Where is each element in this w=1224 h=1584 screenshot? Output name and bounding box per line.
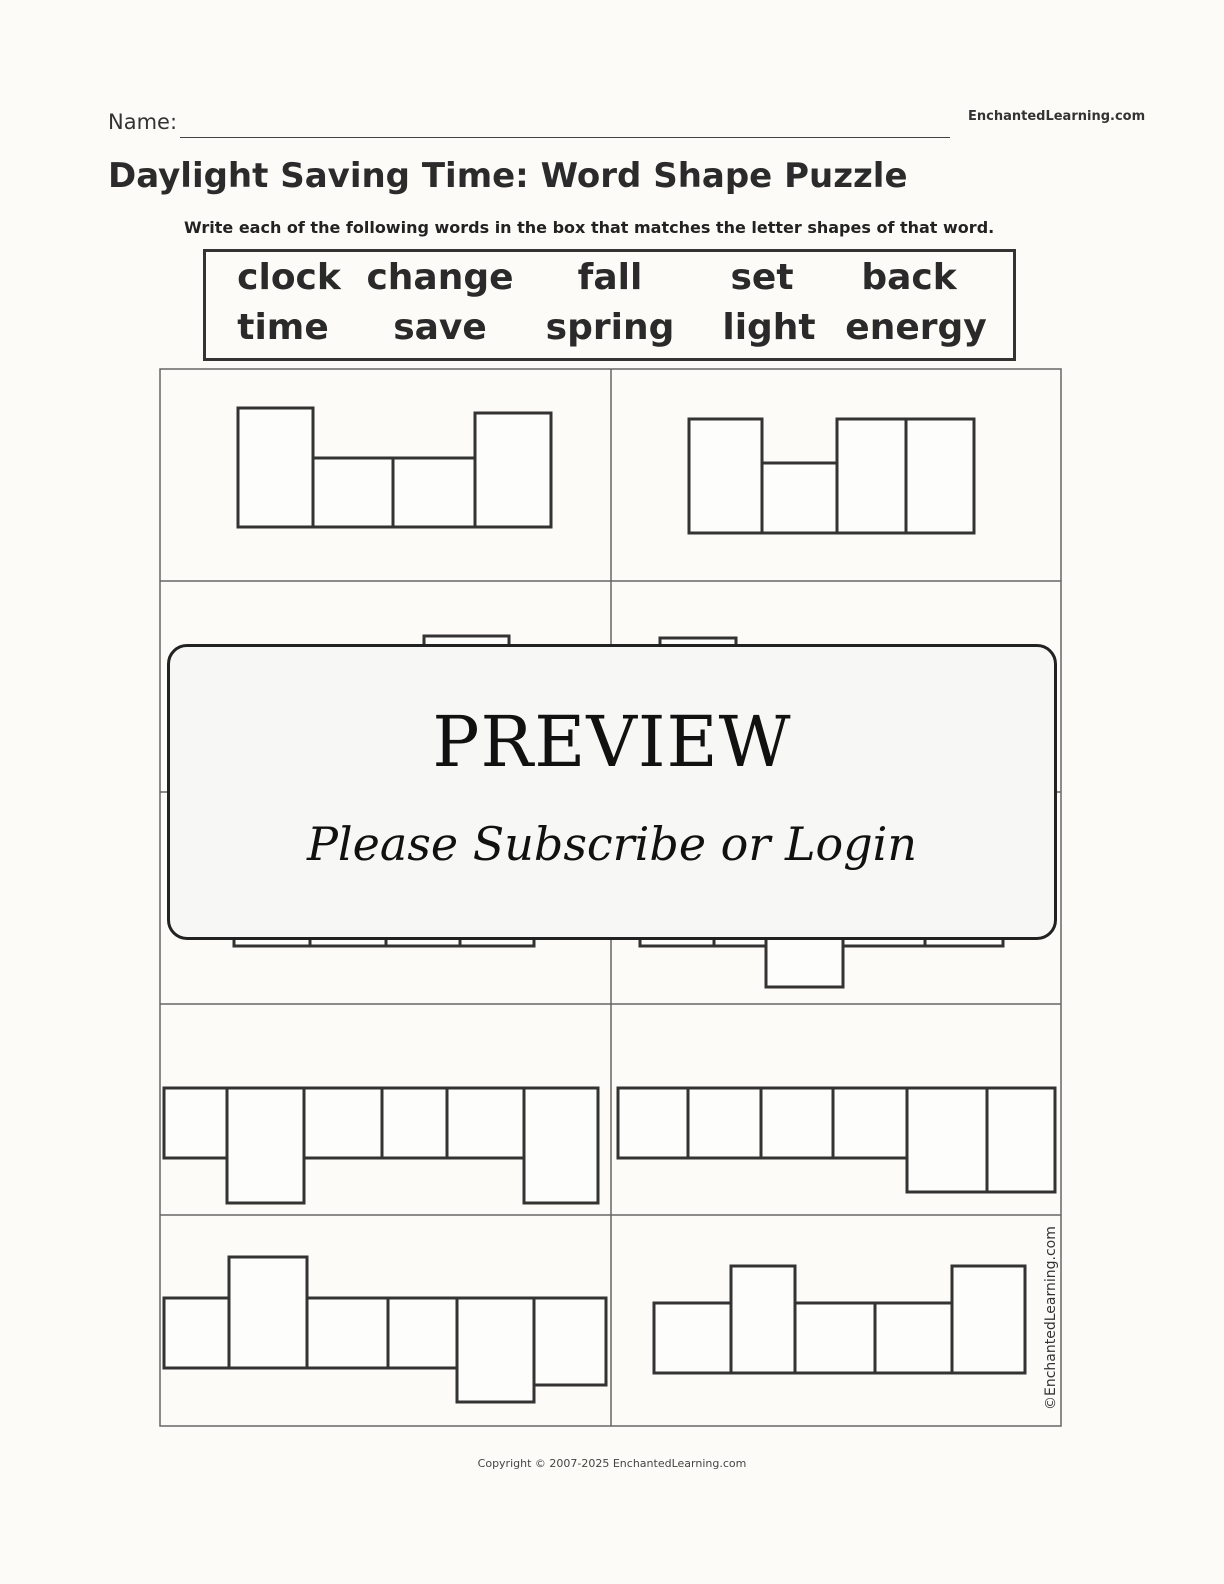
letter-box bbox=[654, 1303, 731, 1373]
letter-box bbox=[307, 1298, 388, 1368]
letter-box bbox=[987, 1088, 1055, 1192]
letter-box bbox=[164, 1298, 229, 1368]
side-credit: ©EnchantedLearning.com bbox=[1043, 1226, 1059, 1410]
word-spring: spring bbox=[545, 307, 675, 348]
subscribe-login-link[interactable]: Please Subscribe or Login bbox=[306, 817, 918, 871]
preview-title: PREVIEW bbox=[432, 701, 792, 783]
letter-box bbox=[833, 1088, 907, 1158]
letter-box bbox=[875, 1303, 952, 1373]
letter-box bbox=[761, 1088, 833, 1158]
word-change: change bbox=[366, 257, 514, 298]
word-fall: fall bbox=[577, 257, 643, 298]
word-time: time bbox=[237, 307, 329, 348]
letter-box bbox=[534, 1298, 606, 1385]
word-back: back bbox=[861, 257, 957, 298]
letter-box bbox=[907, 1088, 987, 1192]
letter-box bbox=[762, 463, 837, 533]
name-label: Name: bbox=[108, 110, 178, 134]
copyright: Copyright © 2007-2025 EnchantedLearning.com bbox=[477, 1457, 747, 1470]
letter-box bbox=[689, 419, 762, 533]
word-light: light bbox=[722, 307, 816, 348]
instructions: Write each of the following words in the box that matches the letter shapes of that word. bbox=[184, 218, 995, 237]
letter-box bbox=[388, 1298, 457, 1368]
letter-box bbox=[304, 1088, 382, 1158]
word-set: set bbox=[730, 257, 794, 298]
letter-box bbox=[837, 419, 906, 533]
letter-box bbox=[229, 1257, 307, 1368]
word-save: save bbox=[393, 307, 487, 348]
page-title: Daylight Saving Time: Word Shape Puzzle bbox=[108, 156, 908, 196]
preview-overlay[interactable] bbox=[167, 644, 1057, 940]
letter-box bbox=[688, 1088, 761, 1158]
letter-box bbox=[393, 458, 475, 527]
letter-box bbox=[447, 1088, 524, 1158]
letter-box bbox=[524, 1088, 598, 1203]
letter-box bbox=[313, 458, 393, 527]
letter-box bbox=[475, 413, 551, 527]
letter-box bbox=[457, 1298, 534, 1402]
letter-box bbox=[227, 1088, 304, 1203]
letter-box bbox=[238, 408, 313, 527]
letter-box bbox=[618, 1088, 688, 1158]
site-name: EnchantedLearning.com bbox=[968, 109, 1146, 124]
word-clock: clock bbox=[237, 257, 341, 298]
letter-box bbox=[906, 419, 974, 533]
letter-box bbox=[952, 1266, 1025, 1373]
letter-box bbox=[382, 1088, 447, 1158]
letter-box bbox=[731, 1266, 795, 1373]
letter-box bbox=[795, 1303, 875, 1373]
word-energy: energy bbox=[845, 307, 987, 348]
letter-box bbox=[164, 1088, 227, 1158]
